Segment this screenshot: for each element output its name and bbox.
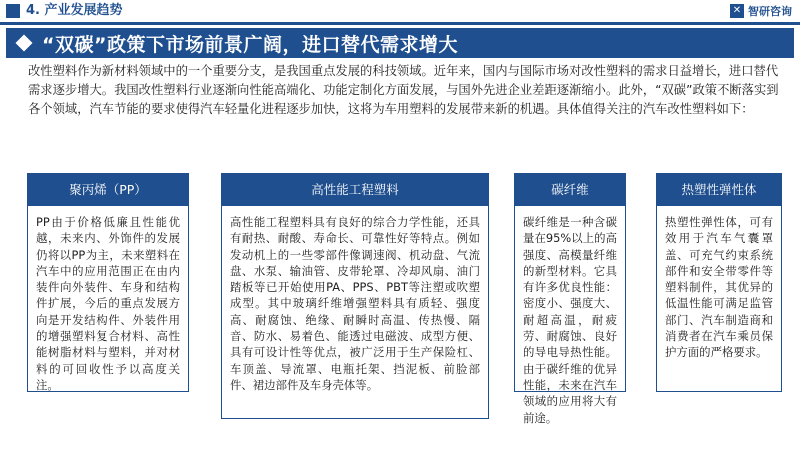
- card-title-carbon-fiber: 碳纤维: [514, 173, 626, 205]
- page-title: “双碳”政策下市场前景广阔，进口替代需求增大: [42, 33, 458, 56]
- card-body-carbon-fiber: 碳纤维是一种含碳量在95%以上的高强度、高模量纤维的新型材料。它具有许多优良性能：密度小、强度大、耐超高温，耐疲劳、耐腐蚀、良好的导电导热性能。由于碳纤维的优异性能，未来在汽车领域的应用将大有前途。: [514, 205, 626, 392]
- diamond-icon: [16, 35, 33, 52]
- section-marker-icon: [6, 4, 20, 18]
- card-body-engineering-plastics: 高性能工程塑料具有良好的综合力学性能，还具有耐热、耐酸、寿命长、可靠性好等特点。例如发动机上的一些零部件像调速阀、机动盘、气流盘、水泵、输油管、皮带轮罩、冷却风扇、油门踏板等已开始使用PA、PPS、PBT等注塑或吹塑成型。其中玻璃纤维增强塑料具有质轻、强度高、耐腐蚀、绝缘、耐瞬时高温、传热慢、隔音、防水、易着色、能透过电磁波、成型方便、具有可设计性等优点，被广泛用于生产保险杠、车顶盖、导流罩、电瓶托架、挡泥板、前脸部件、裙边部件及车身壳体等。: [221, 205, 489, 419]
- title-banner: [6, 28, 794, 58]
- top-header: [0, 0, 800, 22]
- card-title-engineering-plastics: 高性能工程塑料: [221, 173, 489, 205]
- intro-paragraph: 改性塑料作为新材料领域中的一个重要分支，是我国重点发展的科技领域。近年来，国内与国际市场对改性塑料的需求日益增长，进口替代需求逐步增大。我国改性塑料行业逐渐向性能高端化、功能定制化方面发展，与国外先进企业差距逐渐缩小。此外，“双碳”政策不断落实到各个领域，汽车节能的要求使得汽车轻量化进程逐步加快，这将为车用塑料的发展带来新的机遇。具体值得关注的汽车改性塑料如下：: [28, 64, 779, 116]
- section-title: 4. 产业发展趋势: [26, 3, 123, 18]
- company-logo: [730, 2, 792, 20]
- card-body-pp: PP由于价格低廉且性能优越，未来内、外饰件的发展仍将以PP为主，未来塑料在汽车中的应用范围正在由内装件向外装件、车身和结构件扩展，今后的重点发展方向是开发结构件、外装件用的增强塑料复合材料、高性能树脂材料与塑料，并对材料的可回收性予以高度关注。: [27, 205, 189, 392]
- card-title-pp: 聚丙烯（PP）: [27, 173, 189, 205]
- logo-text: 智研咨询: [748, 5, 792, 18]
- card-body-tpe: 热塑性弹性体，可有效用于汽车气囊罩盖、可充气约束系统部件和安全带零件等塑料制件，其优异的低温性能可满足监管部门、汽车制造商和消费者在汽车乘员保护方面的严格要求。: [656, 205, 782, 392]
- card-title-tpe: 热塑性弹性体: [656, 173, 782, 205]
- header-divider: [0, 22, 800, 25]
- logo-icon: ✕: [730, 4, 744, 18]
